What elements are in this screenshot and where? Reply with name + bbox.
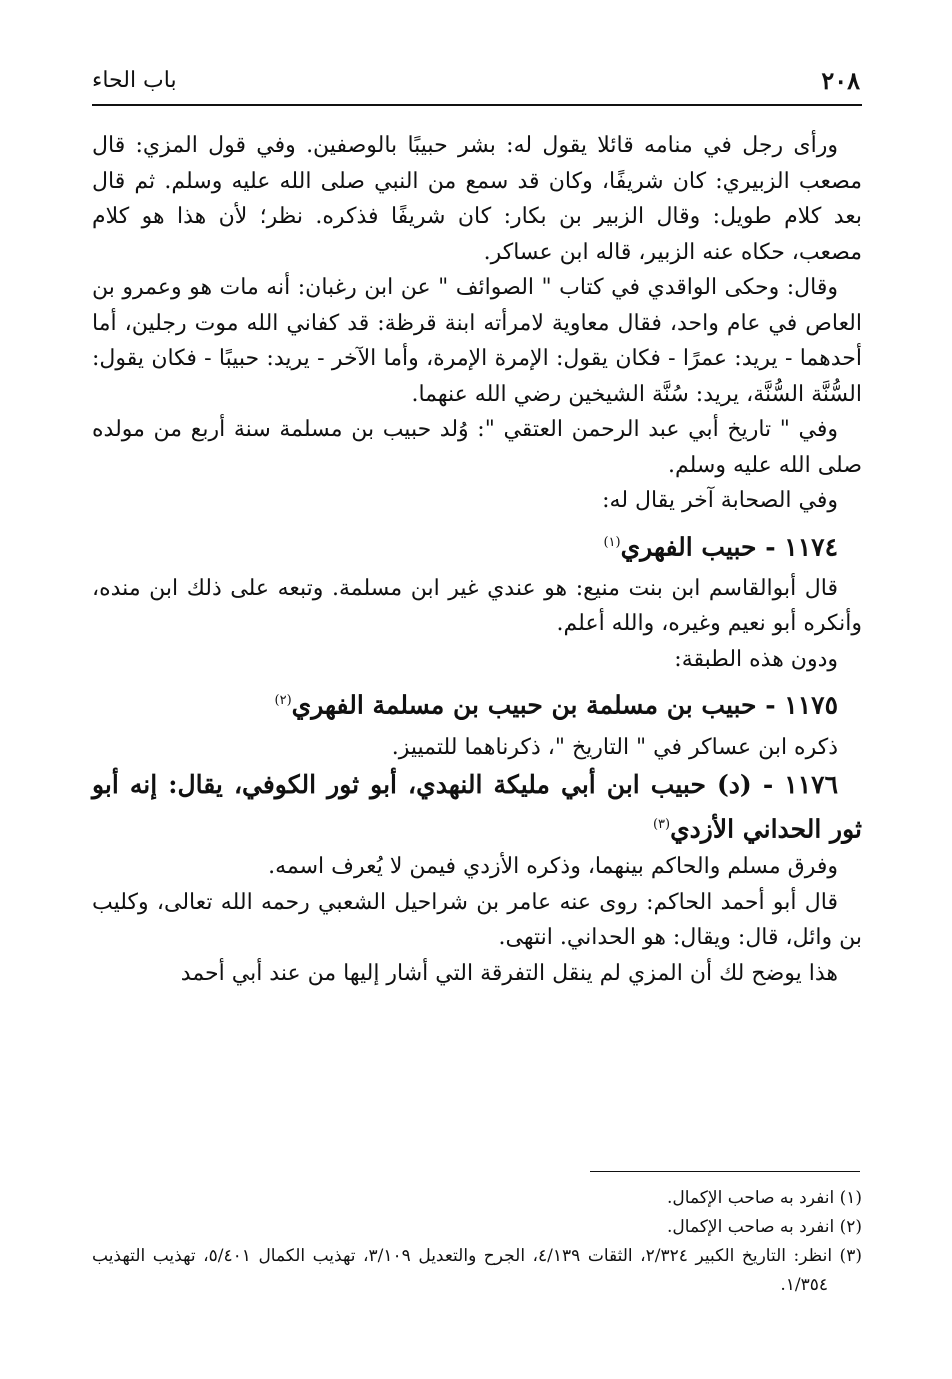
entry-heading-1176 — [92, 765, 862, 849]
main-text — [92, 128, 862, 991]
paragraph: قال أبو أحمد الحاكم: روى عنه عامر بن شراحيل الشعبي رحمه الله تعالى، وكليب بن وائل، قال: ويقال: هو الحداني. انتهى. — [92, 889, 862, 951]
entry-title: ١١٧٦ - (د) حبيب ابن أبي مليكة النهدي، أبو ثور الكوفي، يقال: إنه أبو ثور الحداني الأزدي — [92, 770, 862, 844]
footnote-marker: (٢) — [274, 693, 292, 709]
entry-heading-1175 — [92, 679, 862, 727]
page-number: ٢٠٨ — [821, 66, 860, 95]
header-divider — [92, 104, 862, 106]
entry-title: ١١٧٤ - حبيب الفهري — [620, 531, 838, 561]
paragraph: وفي " تاريخ أبي عبد الرحمن العتقي ": وُلد حبيب بن مسلمة سنة أربع من مولده صلى الله عليه وسلم. — [92, 417, 862, 478]
paragraph: ودون هذه الطبقة: — [674, 646, 838, 672]
chapter-title: باب الحاء — [92, 68, 177, 93]
entry-title: ١١٧٥ - حبيب بن مسلمة بن حبيب بن مسلمة الفهري — [291, 690, 838, 720]
paragraph: ذكره ابن عساكر في " التاريخ "، ذكرناهما للتمييز. — [391, 734, 838, 760]
footnotes — [92, 1184, 862, 1300]
footnote: (٢) انفرد به صاحب الإكمال. — [667, 1217, 862, 1237]
entry-heading-1174 — [92, 521, 862, 569]
footnote-divider — [590, 1171, 860, 1172]
paragraph: وقال: وحكى الواقدي في كتاب " الصوائف " عن ابن رغبان: أنه مات هو وعمرو بن العاص في عام واحد، فقال معاوية لامرأته ابنة قرظة: قد كفاني الله موت رجلين، أما أحدهما - يريد: عمرًا - فكان يقول: الإمرة الإمرة، وأما الآخر - يريد: حبيبًا - فكان يقول: السُّنَّة السُّنَّة، يريد: سُنَّة الشيخين رضي الله عنهما. — [92, 275, 862, 407]
paragraph: وفرق مسلم والحاكم بينهما، وذكره الأزدي فيمن لا يُعرف اسمه. — [268, 854, 838, 880]
footnote-marker: (٣) — [652, 817, 671, 833]
paragraph: ورأى رجل في منامه قائلا يقول له: بشر حبيبًا بالوصفين. وفي قول المزي: قال مصعب الزبيري: كان شريفًا، وكان قد سمع من النبي صلى الله عليه وسلم. ثم قال بعد كلام طويل: وقال الزبير بن بكار: كان شريفًا فذكره. نظر؛ لأن هذا هو كلام مصعب، حكاه عنه الزبير، قاله ابن عساكر. — [92, 133, 862, 265]
paragraph: قال أبوالقاسم ابن بنت منيع: هو عندي غير ابن مسلمة. وتبعه على ذلك ابن منده، وأنكره أبو نعيم وغيره، والله أعلم. — [92, 575, 862, 637]
paragraph: هذا يوضح لك أن المزي لم ينقل التفرقة التي أشار إليها من عند أبي أحمد — [180, 960, 838, 986]
footnote-marker: (١) — [603, 534, 621, 550]
page-header — [92, 66, 860, 100]
footnote: (١) انفرد به صاحب الإكمال. — [667, 1188, 862, 1208]
footnote: (٣) انظر: التاريخ الكبير ٢/٣٢٤، الثقات ٤/١٣٩، الجرح والتعديل ٣/١٠٩، تهذيب الكمال ٥/٤٠١، تهذيب التهذيب ١/٣٥٤. — [92, 1246, 862, 1295]
paragraph: وفي الصحابة آخر يقال له: — [602, 488, 838, 513]
